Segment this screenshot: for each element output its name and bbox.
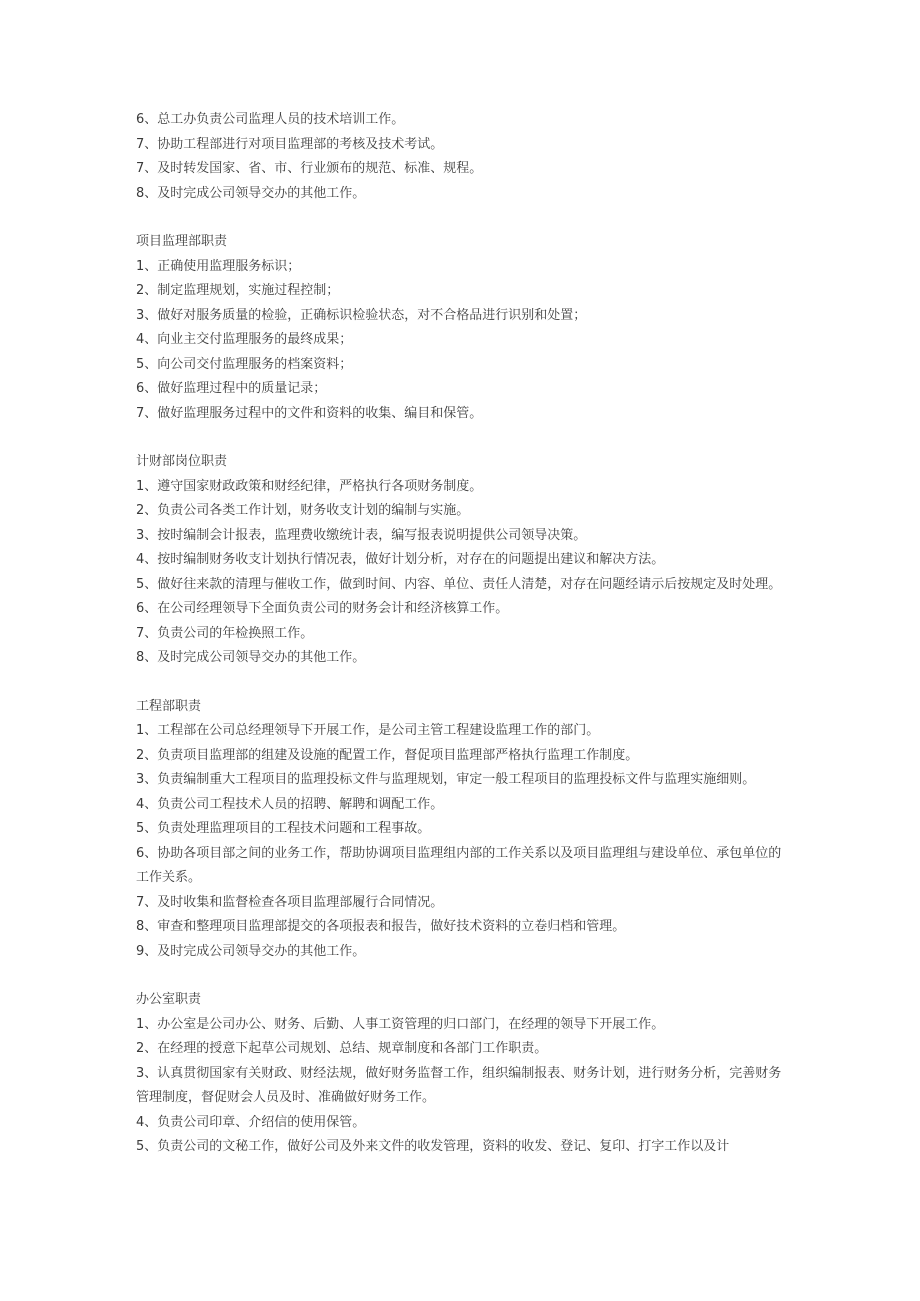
list-item: 7、协助工程部进行对项目监理部的考核及技术考试。: [136, 136, 444, 152]
list-item: 1、正确使用监理服务标识；: [136, 258, 301, 274]
list-item: 2、负责项目监理部的组建及设施的配置工作，督促项目监理部严格执行监理工作制度。: [136, 747, 639, 763]
list-item: 5、向公司交付监理服务的档案资料；: [136, 356, 353, 372]
section-finance-dept: [136, 450, 786, 671]
section-office: [136, 988, 786, 1160]
section-engineering-dept: [136, 695, 786, 965]
list-item: 4、负责公司工程技术人员的招聘、解聘和调配工作。: [136, 796, 444, 812]
list-item: 7、及时转发国家、省、市、行业颁布的规范、标准、规程。: [136, 161, 483, 176]
section-heading: 项目监理部职责: [136, 234, 228, 249]
list-item: 6、在公司经理领导下全面负责公司的财务会计和经济核算工作。: [136, 601, 509, 616]
list-item: 5、负责公司的文秘工作，做好公司及外来文件的收发管理，资料的收发、登记、复印、打字工作以及计: [136, 1139, 730, 1154]
list-item: 4、按时编制财务收支计划执行情况表，做好计划分析，对存在的问题提出建议和解决方法。: [136, 552, 665, 567]
list-item: 6、总工办负责公司监理人员的技术培训工作。: [136, 112, 405, 127]
list-item: 1、工程部在公司总经理领导下开展工作，是公司主管工程建设监理工作的部门。: [136, 723, 600, 738]
list-item: 8、及时完成公司领导交办的其他工作。: [136, 185, 366, 201]
list-item: 7、做好监理服务过程中的文件和资料的收集、编目和保管。: [136, 405, 483, 421]
list-item: 1、遵守国家财政政策和财经纪律，严格执行各项财务制度。: [136, 478, 483, 494]
list-item: 1、办公室是公司办公、财务、后勤、人事工资管理的归口部门，在经理的领导下开展工作。: [136, 1016, 665, 1032]
list-item: 3、做好对服务质量的检验，正确标识检验状态，对不合格品进行识别和处置；: [136, 307, 587, 323]
list-item: 4、负责公司印章、介绍信的使用保管。: [136, 1114, 366, 1130]
list-item: 5、做好往来款的清理与催收工作，做到时间、内容、单位、责任人清楚，对存在问题经请示后按规定及时处理。: [136, 576, 782, 592]
list-item: 6、做好监理过程中的质量记录；: [136, 381, 327, 396]
list-item: 8、及时完成公司领导交办的其他工作。: [136, 650, 366, 665]
section-project-supervision-dept: [136, 230, 786, 426]
list-item: 9、及时完成公司领导交办的其他工作。: [136, 943, 366, 959]
list-item: 2、制定监理规划，实施过程控制；: [136, 283, 340, 298]
list-item: 2、在经理的授意下起草公司规划、总结、规章制度和各部门工作职责。: [136, 1041, 548, 1056]
section-heading: 工程部职责: [136, 698, 202, 714]
list-item: 7、及时收集和监督检查各项目监理部履行合同情况。: [136, 894, 444, 910]
list-item: 3、负责编制重大工程项目的监理投标文件与监理规划，审定一般工程项目的监理投标文件与监理实施细则。: [136, 772, 756, 787]
list-item: 5、负责处理监理项目的工程技术问题和工程事故。: [136, 821, 431, 836]
list-item: 8、审查和整理项目监理部提交的各项报表和报告，做好技术资料的立卷归档和管理。: [136, 919, 626, 934]
section-chief-engineer-office-continued: [136, 108, 786, 206]
list-item: 7、负责公司的年检换照工作。: [136, 625, 314, 641]
list-item: 6、协助各项目部之间的业务工作，帮助协调项目监理组内部的工作关系以及项目监理组与建设单位、承包单位的工作关系。: [136, 845, 782, 885]
document-body: [136, 108, 786, 1160]
list-item: 2、负责公司各类工作计划，财务收支计划的编制与实施。: [136, 503, 470, 518]
section-heading: 计财部岗位职责: [136, 454, 228, 469]
section-heading: 办公室职责: [136, 992, 202, 1007]
list-item: 3、认真贯彻国家有关财政、财经法规，做好财务监督工作，组织编制报表、财务计划，进行财务分析，完善财务管理制度，督促财会人员及时、准确做好财务工作。: [136, 1065, 782, 1105]
list-item: 3、按时编制会计报表，监理费收缴统计表，编写报表说明提供公司领导决策。: [136, 527, 587, 543]
list-item: 4、向业主交付监理服务的最终成果；: [136, 332, 353, 347]
